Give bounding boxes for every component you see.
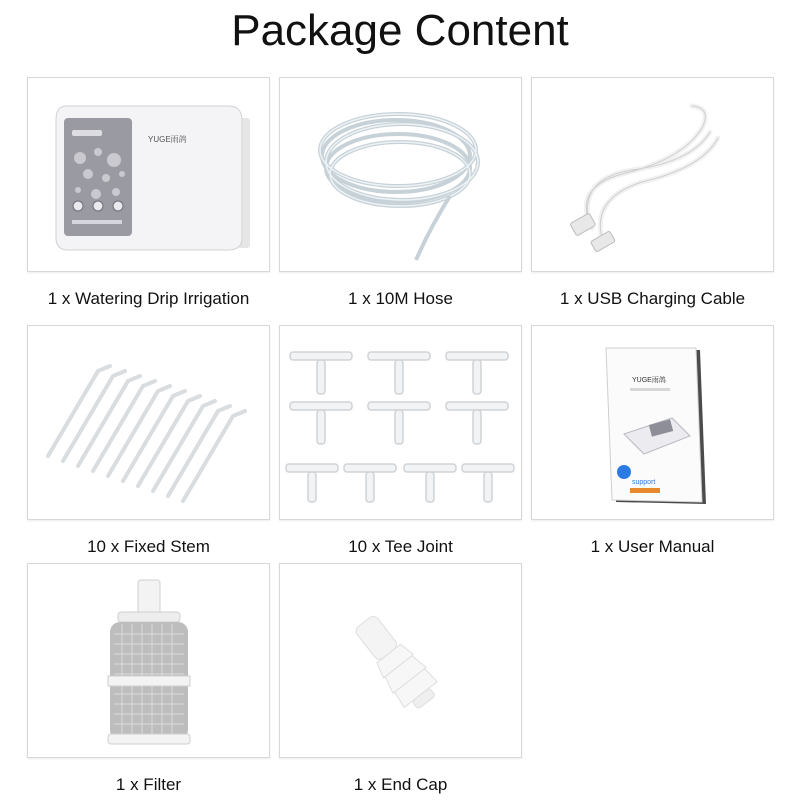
end-cap-icon xyxy=(280,564,521,757)
item-image-frame xyxy=(279,563,522,758)
drip-irrigation-device-icon xyxy=(28,78,269,271)
item-image-frame xyxy=(27,563,270,758)
item-image-frame xyxy=(27,77,270,272)
usb-cable-icon xyxy=(532,78,773,271)
user-manual-icon xyxy=(532,326,773,519)
item-caption: 1 x Watering Drip Irrigation xyxy=(47,289,250,308)
item-caption: 1 x Filter xyxy=(115,775,182,794)
item-caption: 1 x USB Charging Cable xyxy=(559,289,746,308)
fixed-stem-icon xyxy=(28,326,269,519)
item-image-frame xyxy=(27,325,270,520)
page-title: Package Content xyxy=(231,6,569,55)
item-image-frame xyxy=(279,77,522,272)
item-caption: 1 x End Cap xyxy=(353,775,448,794)
item-caption: 10 x Tee Joint xyxy=(348,537,453,556)
manual-support-label: support xyxy=(632,479,656,486)
item-image-frame xyxy=(531,77,774,272)
filter-icon xyxy=(28,564,269,757)
item-caption: 10 x Fixed Stem xyxy=(87,537,210,556)
item-caption: 1 x 10M Hose xyxy=(348,289,453,308)
manual-brand-label: YUGE雨鸽 xyxy=(632,377,666,384)
hose-coil-icon xyxy=(280,78,521,271)
item-image-frame xyxy=(279,325,522,520)
item-image-frame xyxy=(531,325,774,520)
tee-joint-icon xyxy=(280,326,521,519)
item-caption: 1 x User Manual xyxy=(590,537,715,556)
device-brand-label: YUGE雨鸽 xyxy=(148,135,187,144)
